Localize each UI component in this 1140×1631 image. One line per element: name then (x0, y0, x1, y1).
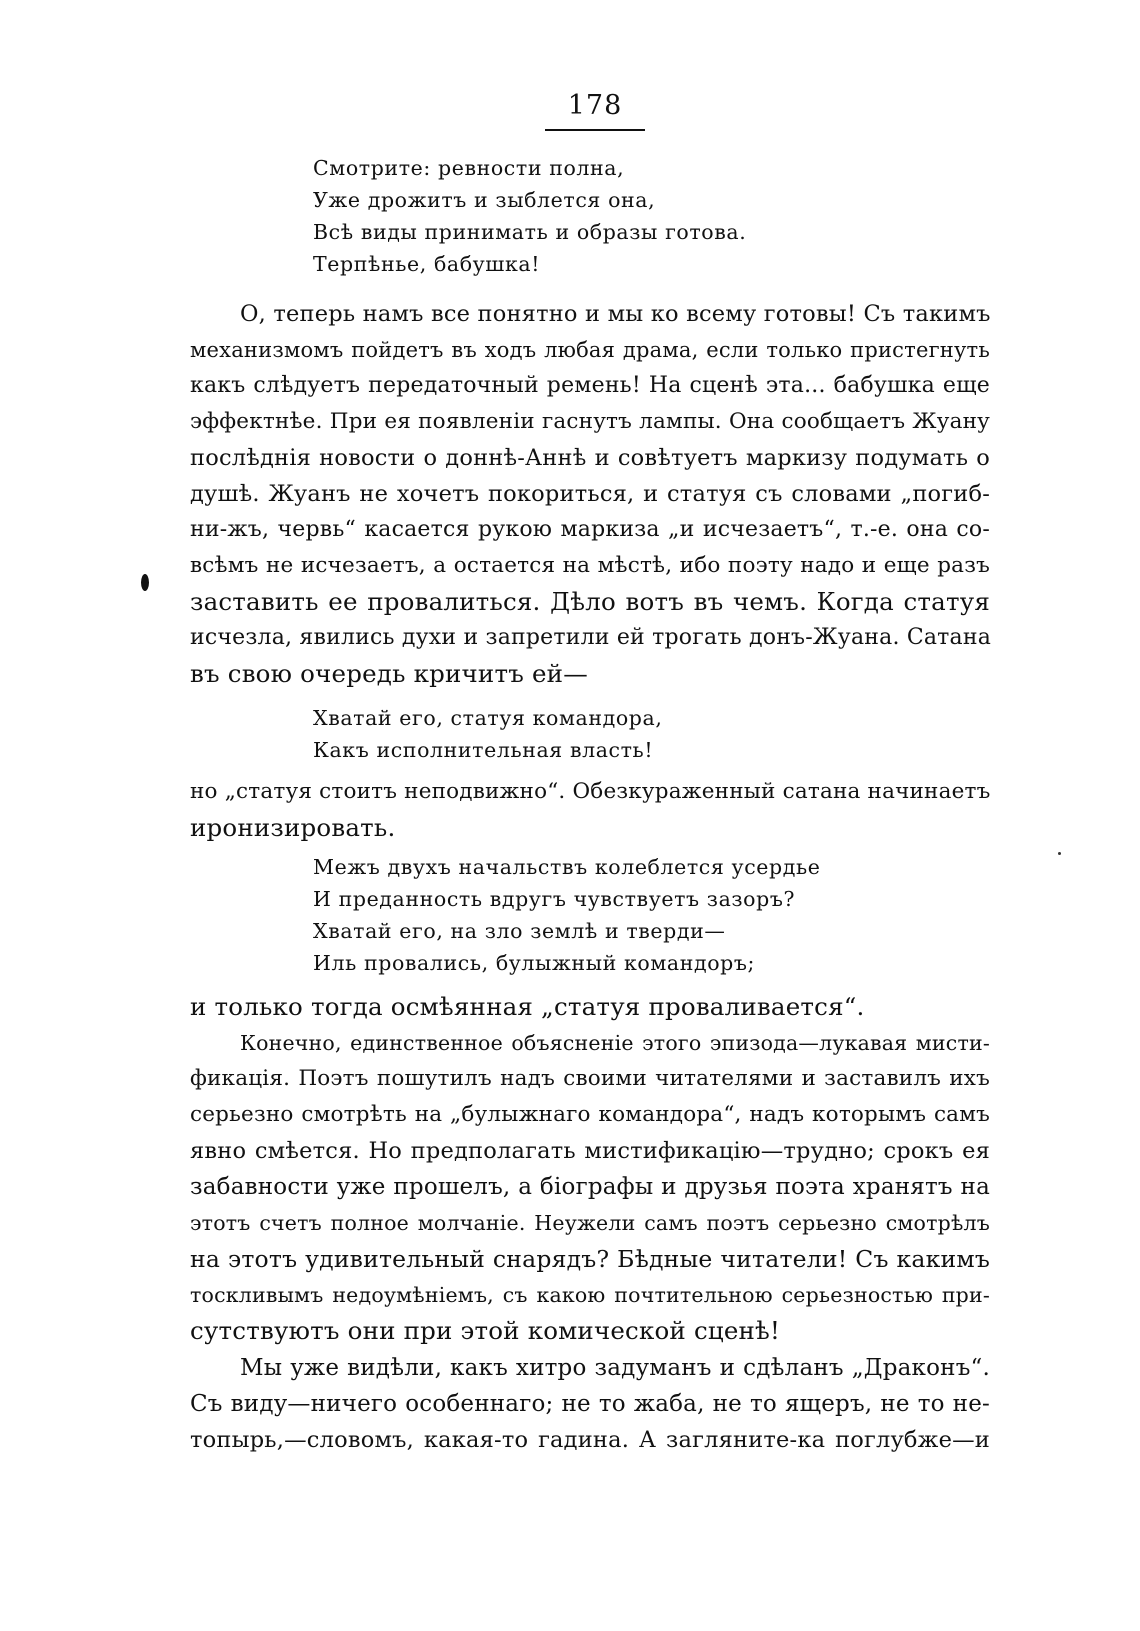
prose-line: забавности уже прошелъ, а біографы и друзья поэта хранятъ на (190, 1174, 990, 1200)
prose-line: заставить ее провалиться. Дѣло вотъ въ чемъ. Когда статуя (190, 587, 990, 616)
prose-line: тоскливымъ недоумѣніемъ, съ какою почтительною серьезностью при- (190, 1283, 990, 1307)
verse-line: Хватай его, статуя командора, (313, 706, 663, 730)
prose-line: Конечно, единственное объясненіе этого эпизода—лукавая мисти- (240, 1031, 990, 1055)
margin-ink-mark (141, 574, 149, 591)
prose-line: исчезла, явились духи и запретили ей трогать донъ-Жуана. Сатана (190, 625, 992, 650)
prose-line: серьезно смотрѣть на „булыжнаго командора“, надъ которымъ самъ (190, 1102, 990, 1127)
verse-line: Терпѣнье, бабушка! (313, 252, 541, 276)
paragraph-1 (190, 296, 990, 692)
paper-speck (1058, 852, 1061, 855)
prose-line: но „статуя стоитъ неподвижно“. Обезкураженный сатана начинаетъ (190, 779, 991, 804)
prose-line: фикація. Поэтъ пошутилъ надъ своими читателями и заставилъ ихъ (190, 1066, 990, 1091)
prose-line: механизмомъ пойдетъ въ ходъ любая драма, если только пристегнуть (190, 338, 990, 362)
prose-line: эффектнѣе. При ея появленіи гаснутъ лампы. Она сообщаетъ Жуану (190, 409, 990, 434)
paragraph-4 (190, 1025, 990, 1349)
prose-line: иронизировать. (190, 813, 396, 842)
prose-line: сутствуютъ они при этой комической сценѣ! (190, 1316, 781, 1345)
prose-line: какъ слѣдуетъ передаточный ремень! На сценѣ эта... бабушка еще (190, 373, 990, 398)
verse-block-1 (313, 152, 746, 280)
prose-line: этотъ счетъ полное молчаніе. Неужели самъ поэтъ серьезно смотрѣлъ (190, 1211, 990, 1235)
prose-line: всѣмъ не исчезаетъ, а остается на мѣстѣ, ибо поэту надо и еще разъ (190, 553, 990, 578)
page-number: 178 (567, 90, 623, 121)
paragraph-5 (190, 1350, 990, 1458)
prose-line: Съ виду—ничего особеннаго; не то жаба, не то ящеръ, не то не- (190, 1391, 990, 1417)
verse-line: И преданность вдругъ чувствуетъ зазоръ? (313, 887, 796, 911)
paragraph-2 (190, 774, 990, 846)
prose-line: душѣ. Жуанъ не хочетъ покориться, и статуя съ словами „погиб- (190, 481, 990, 507)
verse-block-2 (313, 702, 662, 766)
paragraph-3 (190, 989, 990, 1025)
prose-line: въ свою очередь кричитъ ей— (190, 659, 588, 688)
prose-line: послѣднія новости о доннѣ-Аннѣ и совѣтуетъ маркизу подумать о (190, 445, 990, 471)
prose-line: явно смѣется. Но предполагать мистификацію—трудно; срокъ ея (190, 1138, 990, 1164)
verse-line: Хватай его, на зло землѣ и тверди— (313, 919, 726, 943)
prose-line: ни-жъ, червь“ касается рукою маркиза „и исчезаетъ“, т.-е. она со- (190, 517, 990, 542)
verse-block-3 (313, 851, 820, 979)
prose-line: О, теперь намъ все понятно и мы ко всему готовы! Съ такимъ (240, 301, 991, 327)
prose-line: топырь,—словомъ, какая-то гадина. А загляните-ка поглубже—и (190, 1427, 990, 1453)
verse-line: Всѣ виды принимать и образы готова. (313, 220, 747, 244)
verse-line: Какъ исполнительная власть! (313, 738, 654, 762)
verse-line: Смотрите: ревности полна, (313, 156, 625, 180)
prose-line: Мы уже видѣли, какъ хитро задуманъ и сдѣланъ „Драконъ“. (240, 1355, 990, 1381)
verse-line: Иль провались, булыжный командоръ; (313, 951, 756, 975)
page-number-rule (545, 129, 645, 131)
prose-line: и только тогда осмѣянная „статуя проваливается“. (190, 992, 865, 1021)
verse-line: Уже дрожитъ и зыблется она, (313, 188, 656, 212)
prose-line: на этотъ удивительный снарядъ? Бѣдные читатели! Съ какимъ (190, 1245, 990, 1273)
verse-line: Межъ двухъ начальствъ колеблется усердье (313, 855, 821, 879)
